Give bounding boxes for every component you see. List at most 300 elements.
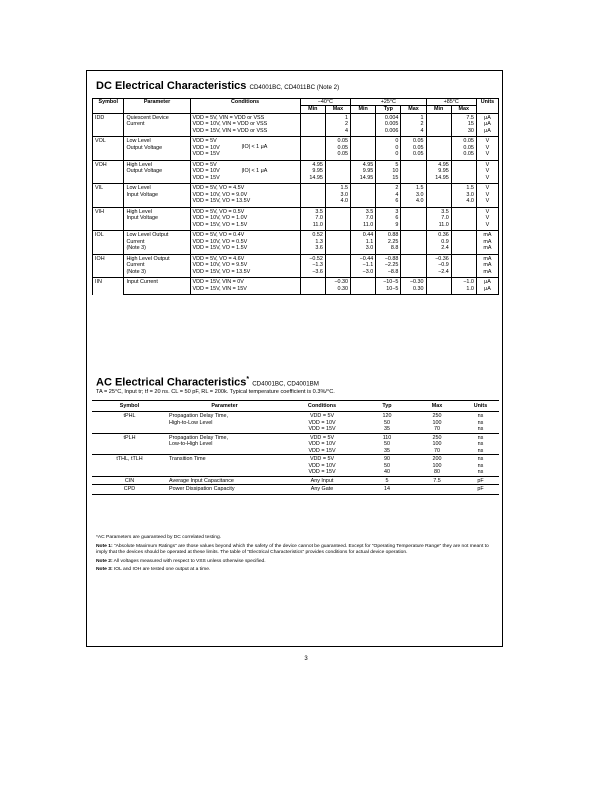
dc-value-cell	[351, 113, 376, 121]
dc-header-symbol: Symbol	[93, 99, 124, 114]
dc-condition-text: VDD = 15V, VO = 1.5V	[192, 245, 248, 252]
ac-parameter-cell: Low-to-High Level	[169, 441, 213, 448]
dc-value-cell: 0.05	[325, 151, 350, 160]
dc-value-cell: 14.95	[426, 175, 451, 184]
dc-value-cell: 30	[451, 128, 476, 137]
ac-max-cell: 100	[432, 419, 442, 426]
ac-header-max: Max	[412, 401, 462, 412]
dc-header-max: Max	[451, 106, 476, 113]
ac-conditions-cell: VDD = 5V	[282, 433, 362, 441]
dc-condition-text: VDD = 15V, VIN = 15V	[192, 285, 247, 292]
dc-value-cell: 0.006	[376, 128, 401, 137]
dc-condition-text: VDD = 5V	[192, 161, 217, 168]
dc-value-cell: 4.0	[451, 198, 476, 207]
dc-header-temp-85: +85°C	[426, 99, 476, 106]
ac-parameter-cell	[167, 426, 282, 433]
dc-conditions-wrap	[193, 222, 298, 228]
ac-unit-cell: ns	[462, 412, 499, 420]
dc-table-row	[93, 160, 499, 168]
dc-condition-text: VDD = 10V, VO = 9.0V	[192, 191, 248, 198]
dc-value-cell: 2	[325, 121, 350, 127]
ac-symbol-cell: CPD	[92, 485, 167, 494]
dc-value-cell	[351, 184, 376, 192]
ac-max-cell: 80	[434, 469, 440, 476]
ac-title-footnote-mark: *	[246, 376, 250, 383]
dc-value-cell: 0.05	[451, 137, 476, 145]
dc-subtitle: CD4001BC, CD4011BC (Note 2)	[249, 84, 340, 91]
dc-value-cell	[325, 231, 350, 239]
page-number: 3	[304, 656, 308, 662]
dc-value-cell	[351, 151, 376, 160]
dc-value-cell	[325, 175, 350, 184]
dc-value-cell: 1	[401, 113, 426, 121]
dc-parameter-cell: Low Level	[124, 137, 190, 145]
dc-unit-cell: mA	[476, 262, 498, 268]
dc-value-cell: 2.25	[376, 239, 401, 245]
dc-value-cell	[426, 184, 451, 192]
dc-value-cell	[451, 160, 476, 168]
dc-header-temp-minus40: −40°C	[300, 99, 350, 106]
dc-value-cell: 0.05	[401, 137, 426, 145]
dc-value-cell	[325, 269, 350, 278]
dc-value-cell: −1.3	[300, 262, 325, 268]
dc-value-cell	[325, 160, 350, 168]
dc-table-row	[93, 184, 499, 192]
dc-value-cell: 3.5	[300, 207, 325, 215]
dc-value-cell: 3.0	[401, 192, 426, 198]
ac-max-cell: 200	[412, 455, 462, 463]
dc-value-cell: 10	[376, 168, 401, 174]
dc-value-cell: 1.0	[451, 286, 476, 295]
dc-parameter-cell: Input Current	[124, 278, 190, 286]
dc-value-cell: 1.5	[451, 184, 476, 192]
dc-value-cell: 4	[325, 128, 350, 137]
dc-parameter-cell: High Level	[124, 160, 190, 168]
dc-value-cell: 4.0	[401, 198, 426, 207]
dc-value-cell: 2	[376, 184, 401, 192]
dc-parameter-cell: Input Voltage	[124, 215, 190, 221]
ac-parameter-cell	[167, 448, 282, 455]
dc-conditions-cell	[190, 269, 300, 278]
dc-symbol-cell: VIH	[93, 207, 124, 230]
dc-conditions-cell	[190, 222, 300, 231]
dc-value-cell: 15	[451, 121, 476, 127]
io-current-condition: |IO| < 1 μA	[241, 144, 268, 151]
dc-value-cell	[300, 286, 325, 295]
dc-value-cell	[451, 222, 476, 231]
dc-section-title	[96, 80, 339, 92]
dc-unit-cell: mA	[476, 239, 498, 245]
dc-condition-text: VDD = 15V, VO = 13.5V	[192, 268, 251, 275]
ac-conditions-cell: VDD = 5V	[282, 412, 362, 420]
dc-conditions-wrap	[193, 269, 298, 275]
dc-value-cell	[451, 231, 476, 239]
ac-table-row	[92, 485, 499, 494]
dc-value-cell: 14.95	[351, 175, 376, 184]
dc-value-cell: 8.8	[376, 245, 401, 254]
dc-parameter-cell: Input Voltage	[124, 192, 190, 198]
ac-typ-cell: 40	[384, 469, 390, 476]
dc-conditions-cell	[190, 113, 300, 121]
dc-table-row	[93, 278, 499, 286]
dc-value-cell	[351, 128, 376, 137]
dc-header-typ: Typ	[376, 106, 401, 113]
dc-value-cell: 11.0	[300, 222, 325, 231]
ac-max-cell	[412, 485, 462, 494]
dc-characteristics-table	[92, 98, 499, 295]
dc-value-cell	[426, 151, 451, 160]
dc-unit-cell: V	[476, 151, 498, 160]
dc-parameter-cell	[124, 128, 190, 137]
dc-value-cell: 4	[376, 192, 401, 198]
dc-value-cell: 0	[376, 151, 401, 160]
dc-unit-cell: μA	[476, 278, 498, 286]
dc-value-cell: −2.25	[376, 262, 401, 268]
dc-unit-cell: V	[476, 184, 498, 192]
dc-title-text: DC Electrical Characteristics	[96, 80, 247, 92]
dc-value-cell	[351, 198, 376, 207]
dc-condition-text: VDD = 10V	[192, 168, 220, 175]
dc-conditions-cell	[190, 278, 300, 286]
ac-conditions-cell: VDD = 15V	[308, 447, 336, 454]
dc-header-min: Min	[426, 106, 451, 113]
footnotes	[96, 535, 498, 576]
dc-value-cell: 0.05	[451, 151, 476, 160]
ac-table-row	[92, 433, 499, 441]
dc-value-cell	[426, 286, 451, 295]
dc-value-cell	[426, 128, 451, 137]
dc-value-cell: 1	[325, 113, 350, 121]
note-2-text: All voltages measured with respect to VSS unless otherwise specified.	[113, 558, 266, 564]
dc-symbol-cell: IOL	[93, 231, 124, 254]
dc-value-cell: 2	[401, 121, 426, 127]
ac-symbol-cell: CIN	[92, 476, 167, 484]
ac-conditions-cell: VDD = 15V	[308, 426, 336, 433]
dc-conditions-cell	[190, 286, 300, 295]
dc-symbol-cell: VIL	[93, 184, 124, 207]
io-current-condition: |IO| < 1 μA	[241, 167, 268, 174]
dc-unit-cell: μA	[476, 286, 498, 295]
ac-characteristics-table	[92, 400, 499, 495]
dc-header-parameter: Parameter	[124, 99, 190, 114]
ac-typ-cell: 5	[362, 476, 412, 484]
ac-max-cell: 70	[434, 426, 440, 433]
dc-condition-text: VDD = 15V, VIN = VDD or VSS	[192, 127, 268, 134]
note-3-label: Note 3:	[96, 567, 113, 573]
dc-value-cell	[351, 286, 376, 295]
dc-value-cell: −1.0	[451, 278, 476, 286]
dc-value-cell: 1.1	[351, 239, 376, 245]
ac-header-units: Units	[462, 401, 499, 412]
dc-unit-cell: V	[476, 137, 498, 145]
dc-conditions-wrap	[193, 175, 298, 181]
dc-unit-cell: V	[476, 207, 498, 215]
dc-header-max: Max	[401, 106, 426, 113]
dc-value-cell	[300, 128, 325, 137]
ac-max-cell: 7.5	[412, 476, 462, 484]
dc-value-cell	[351, 137, 376, 145]
ac-section-title	[96, 376, 319, 389]
dc-value-cell: −0.36	[426, 254, 451, 262]
dc-value-cell: 3.0	[451, 192, 476, 198]
dc-value-cell	[401, 245, 426, 254]
dc-value-cell: 0.05	[325, 145, 350, 151]
dc-value-cell	[401, 231, 426, 239]
dc-conditions-cell	[190, 245, 300, 254]
dc-value-cell: −1.1	[351, 262, 376, 268]
dc-parameter-cell	[124, 286, 190, 295]
dc-value-cell: 0.52	[300, 231, 325, 239]
dc-parameter-cell	[124, 151, 190, 160]
dc-value-cell	[451, 254, 476, 262]
dc-parameter-cell	[124, 175, 190, 184]
ac-typ-cell: 90	[362, 455, 412, 463]
dc-conditions-cell	[190, 184, 300, 192]
dc-value-cell: 4.0	[325, 198, 350, 207]
dc-value-cell: −0.88	[376, 254, 401, 262]
dc-conditions-wrap	[193, 245, 298, 251]
dc-condition-text: VDD = 5V, VO = 4.6V	[192, 255, 245, 262]
dc-value-cell: 1.5	[401, 184, 426, 192]
dc-parameter-cell: (Note 3)	[124, 269, 190, 278]
dc-value-cell	[300, 137, 325, 145]
ac-unit-cell: pF	[462, 485, 499, 494]
dc-value-cell	[300, 151, 325, 160]
dc-condition-text: VDD = 5V, VO = 0.5V	[192, 208, 245, 215]
ac-typ-cell: 14	[362, 485, 412, 494]
ac-typ-cell: 50	[384, 419, 390, 426]
ac-subtitle: CD4001BC, CD4001BM	[252, 380, 319, 388]
dc-unit-cell: V	[476, 175, 498, 184]
note-3-text: IOL and IOH are tested one output at a time.	[113, 567, 211, 573]
dc-unit-cell: V	[476, 160, 498, 168]
dc-parameter-cell: High Level Output	[124, 254, 190, 262]
dc-conditions-cell	[190, 151, 300, 160]
dc-value-cell: 0.005	[376, 121, 401, 127]
ac-max-cell: 70	[434, 447, 440, 454]
dc-value-cell	[401, 222, 426, 231]
dc-parameter-cell: Low Level Output	[124, 231, 190, 239]
dc-condition-text: VDD = 5V, VO = 4.5V	[192, 185, 245, 192]
dc-value-cell: 9.95	[351, 168, 376, 174]
dc-value-cell: 0.004	[376, 113, 401, 121]
dc-conditions-cell	[190, 175, 300, 184]
footnote-2	[96, 559, 498, 566]
ac-conditions-cell: VDD = 10V	[308, 441, 336, 448]
dc-value-cell: 7.0	[426, 215, 451, 221]
dc-value-cell: −0.52	[300, 254, 325, 262]
dc-value-cell: −10−5	[376, 278, 401, 286]
dc-value-cell: 0.44	[351, 231, 376, 239]
datasheet-frame	[86, 70, 503, 647]
dc-unit-cell: μA	[476, 128, 498, 137]
ac-unit-cell: pF	[462, 476, 499, 484]
note-1-label: Note 1:	[96, 543, 113, 549]
dc-value-cell	[325, 245, 350, 254]
dc-value-cell: 0.05	[325, 137, 350, 145]
dc-value-cell: 3	[376, 207, 401, 215]
ac-max-cell: 100	[432, 441, 442, 448]
dc-value-cell	[451, 207, 476, 215]
ac-unit-cell: ns	[477, 447, 484, 454]
dc-value-cell: −2.4	[426, 269, 451, 278]
ac-unit-cell: ns	[462, 455, 499, 463]
dc-unit-cell: mA	[476, 254, 498, 262]
dc-condition-text: VDD = 15V, VO = 13.5V	[192, 198, 251, 205]
dc-header-min: Min	[351, 106, 376, 113]
ac-parameter-cell: Transition Time	[167, 455, 282, 463]
ac-header-parameter: Parameter	[167, 401, 282, 412]
dc-parameter-cell: High Level	[124, 207, 190, 215]
dc-unit-cell: V	[476, 215, 498, 221]
dc-table-row	[93, 231, 499, 239]
ac-symbol-cell: tPLH	[92, 433, 167, 454]
dc-value-cell: 7.0	[300, 215, 325, 221]
dc-parameter-cell: Current	[124, 121, 190, 127]
dc-value-cell	[401, 160, 426, 168]
dc-value-cell: 0.05	[401, 151, 426, 160]
dc-symbol-cell: IIN	[93, 278, 124, 295]
dc-value-cell	[401, 207, 426, 215]
dc-table-row	[93, 222, 499, 231]
dc-conditions-wrap	[193, 151, 298, 157]
dc-parameter-cell	[124, 222, 190, 231]
note-1-text: “Absolute Maximum Ratings” are those values beyond which the safety of the device cannot be guaranteed. Except for “Operating Temperature Range” they are not meant to imply that the devices should be operated at these limits. The table of “Electrical Characteristics” provides conditions for actual device operation.	[96, 543, 489, 556]
dc-table-row	[93, 128, 499, 137]
dc-value-cell: 5	[376, 160, 401, 168]
dc-header-units: Units	[476, 99, 498, 114]
dc-conditions-wrap	[193, 286, 298, 292]
dc-value-cell: 4.95	[300, 160, 325, 168]
dc-condition-text: VDD = 15V	[192, 174, 220, 181]
ac-parameter-cell: Propagation Delay Time,	[167, 412, 282, 420]
dc-value-cell: 3.0	[351, 245, 376, 254]
dc-value-cell: 3.6	[300, 245, 325, 254]
dc-table-row	[93, 137, 499, 145]
dc-condition-text: VDD = 10V, VO = 0.5V	[192, 238, 248, 245]
dc-value-cell: 2.4	[426, 245, 451, 254]
footnote-star: *AC Parameters are guaranteed by DC correlated testing.	[96, 535, 222, 540]
dc-parameter-cell: Current	[124, 239, 190, 245]
dc-value-cell: 7.5	[451, 113, 476, 121]
dc-header-temp-25: +25°C	[351, 99, 427, 106]
dc-header-min: Min	[300, 106, 325, 113]
dc-parameter-cell: Output Voltage	[124, 168, 190, 174]
dc-conditions-wrap	[193, 198, 298, 204]
ac-table-row	[92, 412, 499, 420]
dc-unit-cell: μA	[476, 113, 498, 121]
dc-value-cell: −0.30	[325, 278, 350, 286]
dc-value-cell	[451, 269, 476, 278]
ac-parameter-cell: Propagation Delay Time,	[167, 433, 282, 441]
ac-typ-cell: 110	[362, 433, 412, 441]
dc-value-cell: 0	[376, 145, 401, 151]
ac-parameter-cell: High-to-Low Level	[169, 419, 213, 426]
dc-value-cell: 9	[376, 222, 401, 231]
dc-condition-text: VDD = 15V	[192, 151, 220, 158]
dc-value-cell: 4	[401, 128, 426, 137]
dc-parameter-cell: Quiescent Device	[124, 113, 190, 121]
dc-value-cell: 4.95	[426, 160, 451, 168]
dc-condition-text: VDD = 10V, VO = 9.5V	[192, 262, 248, 269]
dc-conditions-cell	[190, 254, 300, 262]
dc-value-cell	[401, 269, 426, 278]
footnote-3	[96, 567, 498, 574]
dc-value-cell: 0.30	[325, 286, 350, 295]
dc-value-cell	[325, 222, 350, 231]
ac-typ-cell: 50	[384, 462, 390, 469]
dc-table-row	[93, 207, 499, 215]
dc-value-cell: 10−5	[376, 286, 401, 295]
ac-conditions-cell: Any Input	[282, 476, 362, 484]
dc-unit-cell: mA	[476, 269, 498, 278]
ac-table-body	[92, 412, 499, 494]
dc-unit-cell: V	[476, 168, 498, 174]
ac-unit-cell: ns	[477, 426, 484, 433]
dc-unit-cell: mA	[476, 245, 498, 254]
dc-value-cell: 9.95	[300, 168, 325, 174]
dc-table-body	[93, 113, 499, 294]
dc-parameter-cell: Current	[124, 262, 190, 268]
ac-unit-cell: ns	[462, 433, 499, 441]
dc-table-row	[93, 245, 499, 254]
dc-value-cell	[300, 278, 325, 286]
ac-unit-cell: ns	[477, 419, 484, 426]
dc-value-cell: −3.0	[351, 269, 376, 278]
ac-conditions-cell: VDD = 10V	[308, 419, 336, 426]
ac-typ-cell: 50	[384, 441, 390, 448]
dc-value-cell: 0.05	[401, 145, 426, 151]
dc-conditions-cell	[190, 231, 300, 239]
dc-value-cell: 3.0	[325, 192, 350, 198]
footnote-1	[96, 544, 498, 557]
ac-unit-cell: ns	[477, 462, 484, 469]
dc-parameter-cell: (Note 3)	[124, 245, 190, 254]
dc-value-cell: −0.30	[401, 278, 426, 286]
dc-value-cell	[300, 113, 325, 121]
dc-value-cell	[451, 175, 476, 184]
dc-value-cell	[300, 198, 325, 207]
dc-value-cell	[401, 254, 426, 262]
ac-unit-cell: ns	[477, 469, 484, 476]
dc-table-row	[93, 113, 499, 121]
dc-table-row	[93, 269, 499, 278]
dc-value-cell: 1.5	[325, 184, 350, 192]
dc-table-row	[93, 151, 499, 160]
ac-header-symbol: Symbol	[92, 401, 167, 412]
dc-conditions-cell	[190, 198, 300, 207]
dc-value-cell	[351, 278, 376, 286]
ac-max-cell: 100	[432, 462, 442, 469]
ac-parameter-cell: Power Dissipation Capacity	[167, 485, 282, 494]
dc-value-cell: 7.0	[351, 215, 376, 221]
dc-value-cell	[300, 184, 325, 192]
dc-symbol-cell: VOL	[93, 137, 124, 160]
dc-value-cell: 6	[376, 215, 401, 221]
dc-value-cell	[451, 245, 476, 254]
dc-condition-text: VDD = 5V, VO = 0.4V	[192, 232, 245, 239]
ac-table-row	[92, 476, 499, 484]
dc-unit-cell: V	[476, 198, 498, 207]
dc-conditions-cell	[190, 128, 300, 137]
dc-value-cell: 14.95	[300, 175, 325, 184]
dc-value-cell: 0.9	[426, 239, 451, 245]
dc-value-cell: −0.44	[351, 254, 376, 262]
dc-header-max: Max	[325, 106, 350, 113]
dc-value-cell	[426, 278, 451, 286]
dc-conditions-cell	[190, 207, 300, 215]
ac-conditions-cell: VDD = 15V	[308, 469, 336, 476]
